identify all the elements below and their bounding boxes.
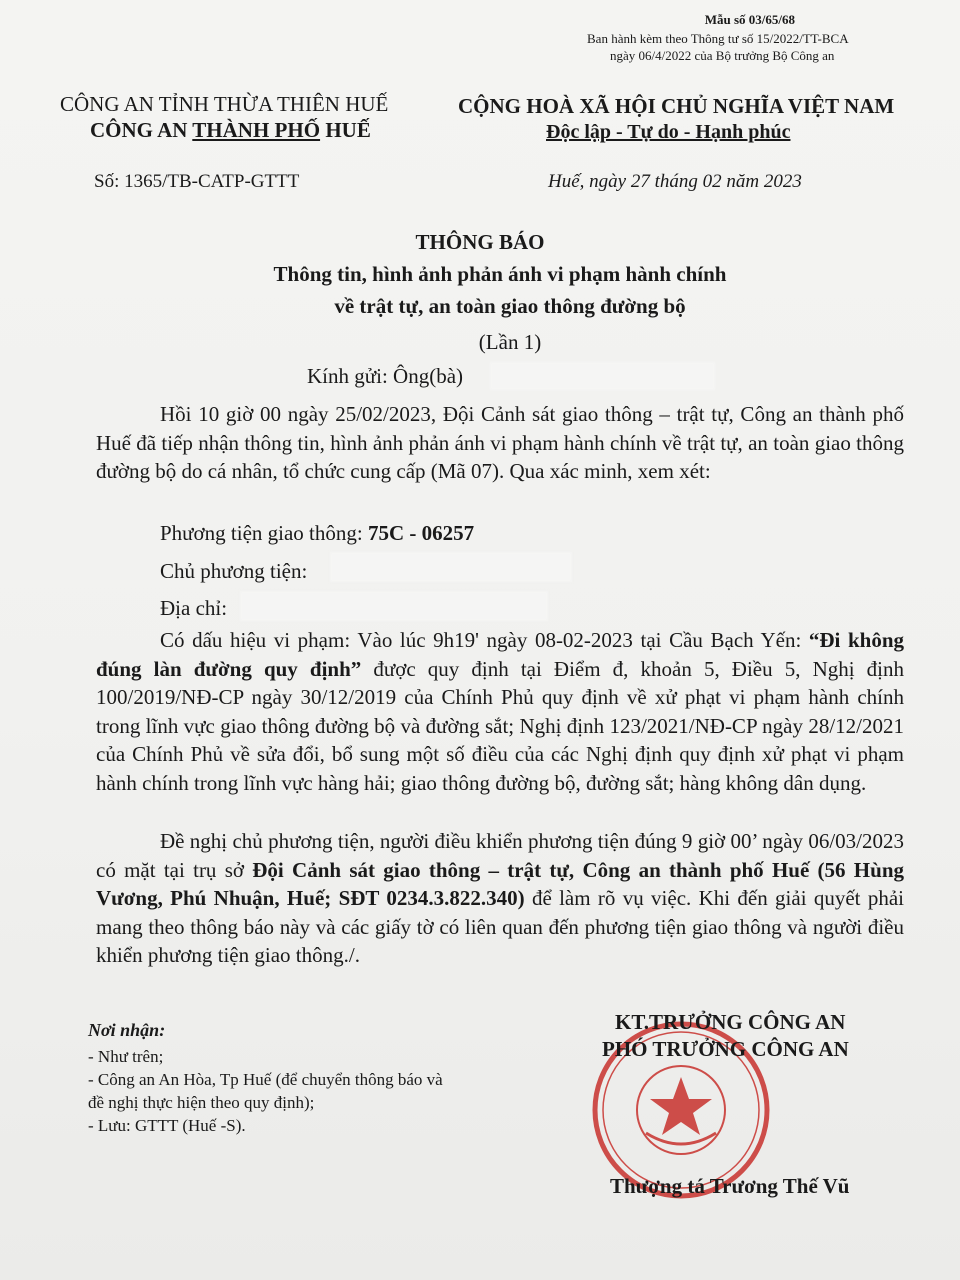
document-date: Huế, ngày 27 tháng 02 năm 2023 xyxy=(548,171,802,192)
form-code: Mẫu số 03/65/68 xyxy=(704,12,795,27)
intro-paragraph: Hồi 10 giờ 00 ngày 25/02/2023, Đội Cảnh sát giao thông – trật tự, Công an thành phố Huế đã tiếp nhận thông tin, hình ảnh phản ánh vi phạm hành chính về trật tự, an toàn giao thông đường bộ do cá nhân, tổ chức cung cấp (Mã 07). Qua xác minh, xem xét: xyxy=(96,402,904,483)
owner-label: Chủ phương tiện: xyxy=(160,559,308,583)
vehicle-plate: 75C - 06257 xyxy=(367,521,475,545)
signature-title-2: PHÓ TRƯỞNG CÔNG AN xyxy=(602,1037,849,1061)
redacted-owner xyxy=(330,552,572,582)
notice-subtitle-1: Thông tin, hình ảnh phản ánh vi phạm hành chính xyxy=(273,262,727,286)
redacted-address xyxy=(240,591,548,621)
form-issued-line1: Ban hành kèm theo Thông tư số 15/2022/TT-BCA xyxy=(587,31,849,46)
recipients-item: - Lưu: GTTT (Huế -S). xyxy=(88,1116,246,1135)
redacted-recipient-name xyxy=(490,362,715,390)
notice-attempt: (Lần 1) xyxy=(478,330,542,354)
request-paragraph: Đề nghị chủ phương tiện, người điều khiển phương tiện đúng 9 giờ 00’ ngày 06/03/2023 có mặt tại trụ sở Đội Cảnh sát giao thông – trật tự, Công an thành phố Huế (56 Hùng Vương, Phú Nhuận, Huế; SĐT 0234.3.822.340) để làm rõ vụ việc. Khi đến giải quyết phải mang theo thông báo này và các giấy tờ có liên quan đến phương tiện giao thông và người điều khiển phương tiện giao thông./. xyxy=(96,829,905,967)
recipients-title: Nơi nhận: xyxy=(88,1020,166,1040)
org-main: CÔNG AN THÀNH PHỐ HUẾ xyxy=(90,118,371,142)
document-number: Số: 1365/TB-CATP-GTTT xyxy=(94,171,300,192)
signature-title-1: KT.TRƯỞNG CÔNG AN xyxy=(615,1010,846,1034)
violation-paragraph: Có dấu hiệu vi phạm: Vào lúc 9h19' ngày 08-02-2023 tại Cầu Bạch Yến: “Đi không đúng làn đường quy định” được quy định tại Điểm đ, khoản 5, Điều 5, Nghị định 100/2019/NĐ-CP ngày 30/12/2019 của Chính Phủ quy định về xử phạt vi phạm hành chính trong lĩnh vực giao thông đường bộ và đường sắt; Nghị định 123/2021/NĐ-CP ngày 28/12/2021 của Chính Phủ về sửa đổi, bổ sung một số điều của các Nghị định quy định xử phạt vi phạm hành chính trong lĩnh vực hàng hải; giao thông đường bộ, đường sắt; hàng không dân dụng. xyxy=(96,628,905,795)
recipients-item: - Như trên; xyxy=(88,1047,164,1066)
notice-title: THÔNG BÁO xyxy=(415,230,545,254)
org-parent: CÔNG AN TỈNH THỪA THIÊN HUẾ xyxy=(60,92,389,116)
national-motto: Độc lập - Tự do - Hạnh phúc xyxy=(546,121,791,143)
recipients-item: - Công an An Hòa, Tp Huế (để chuyển thông báo và xyxy=(88,1070,443,1089)
recipient-line: Kính gửi: Ông(bà) xyxy=(307,364,464,388)
republic-title: CỘNG HOÀ XÃ HỘI CHỦ NGHĨA VIỆT NAM xyxy=(458,94,895,118)
notice-subtitle-2: về trật tự, an toàn giao thông đường bộ xyxy=(334,294,686,318)
form-issued-line2: ngày 06/4/2022 của Bộ trưởng Bộ Công an xyxy=(610,48,835,63)
vehicle-line: Phương tiện giao thông: 75C - 06257 xyxy=(160,521,475,545)
signer-name: Thượng tá Trương Thế Vũ xyxy=(610,1174,850,1198)
address-label: Địa chỉ: xyxy=(160,596,228,620)
recipients-item: đề nghị thực hiện theo quy định); xyxy=(88,1093,315,1112)
